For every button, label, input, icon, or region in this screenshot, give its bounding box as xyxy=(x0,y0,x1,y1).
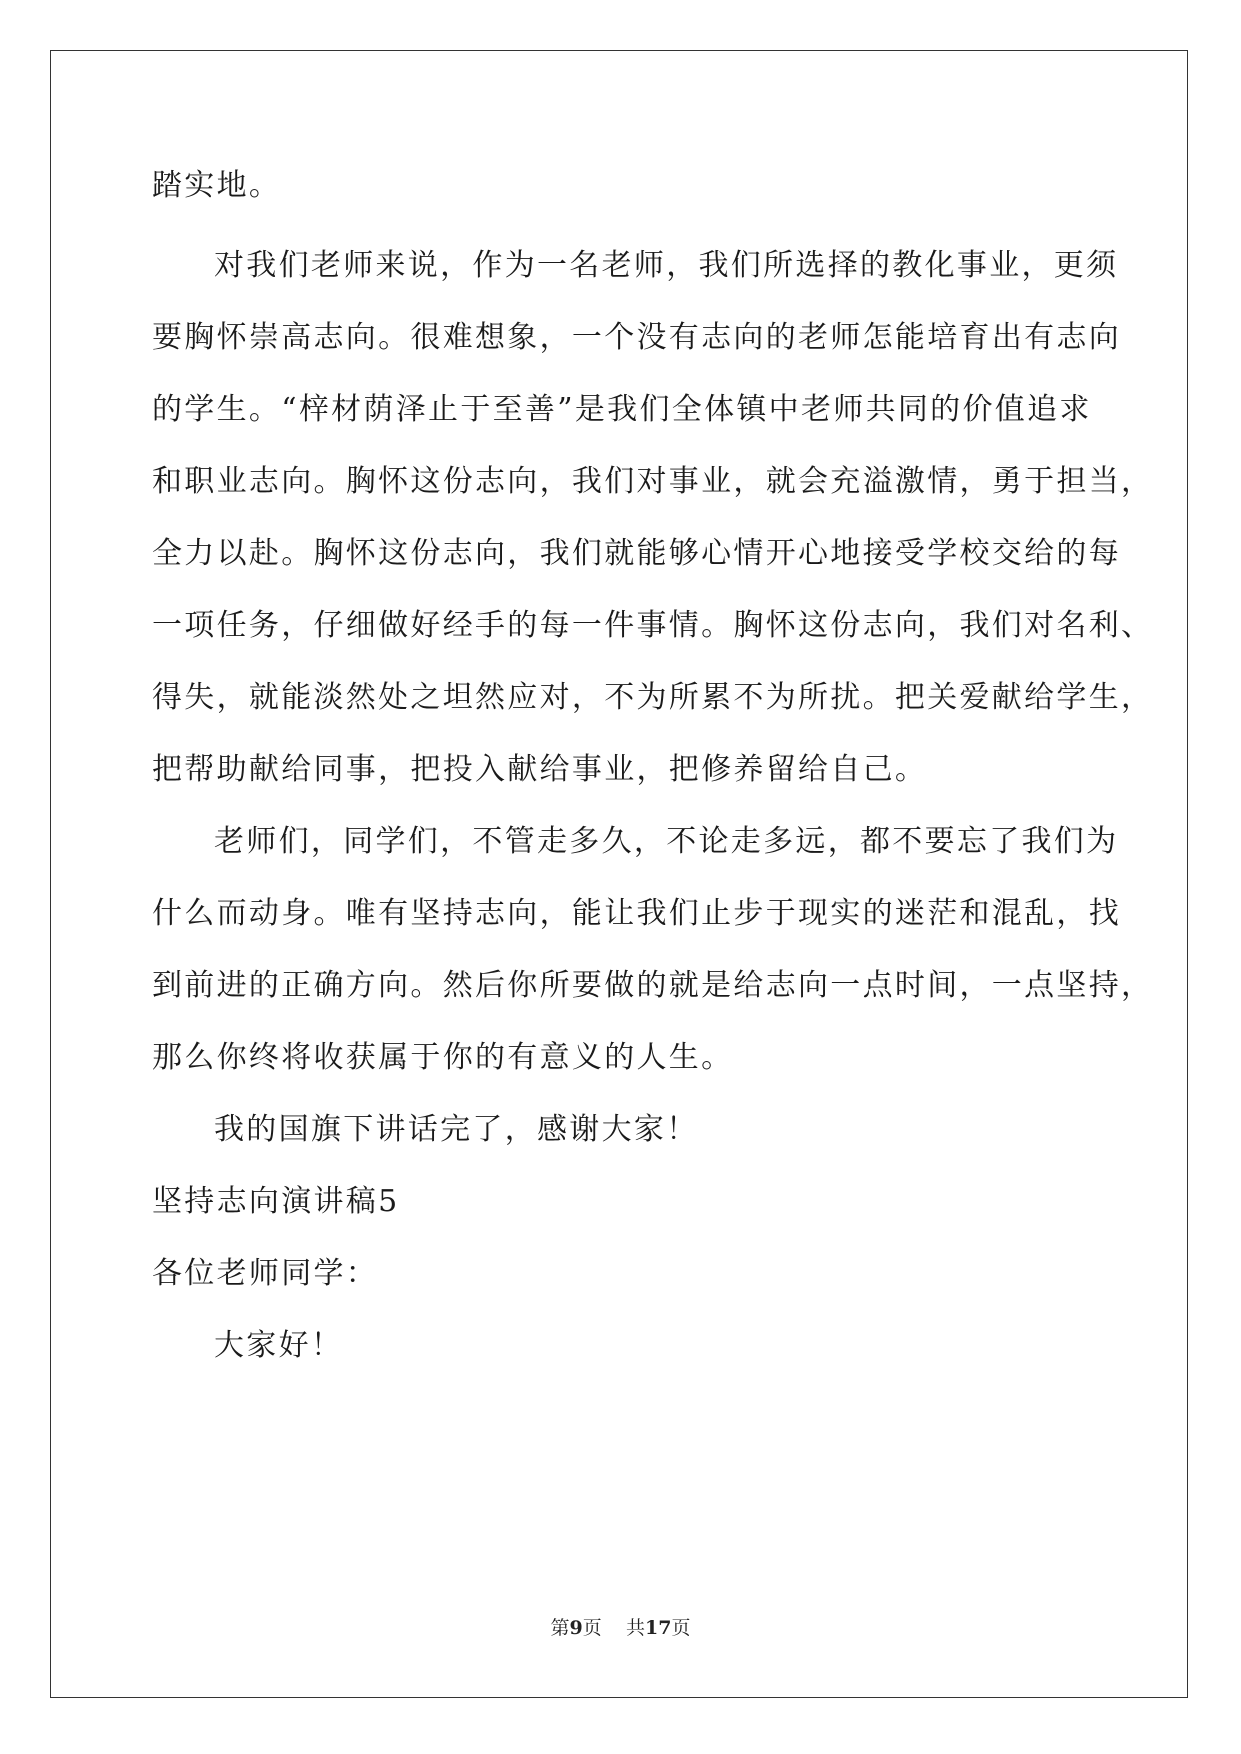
paragraph-start-line: 我的国旗下讲话完了，感谢大家！ xyxy=(214,1112,699,1147)
text-line: 和职业志向。胸怀这份志向，我们对事业，就会充溢激情，勇于担当， xyxy=(152,464,1154,499)
total-pages: 17 xyxy=(644,1617,672,1639)
page-number: 9 xyxy=(569,1617,583,1639)
text-line: 的学生。“梓材荫泽止于至善”是我们全体镇中老师共同的价值追求 xyxy=(152,392,1092,427)
text-line: 什么而动身。唯有坚持志向，能让我们止步于现实的迷茫和混乱，找 xyxy=(152,896,1121,931)
text-line: 到前进的正确方向。然后你所要做的就是给志向一点时间，一点坚持， xyxy=(152,968,1154,1003)
section-heading: 坚持志向演讲稿5 xyxy=(152,1184,400,1219)
text-line: 得失，就能淡然处之坦然应对，不为所累不为所扰。把关爱献给学生， xyxy=(152,680,1154,715)
page-border xyxy=(50,50,1188,1698)
text-line: 那么你终将收获属于你的有意义的人生。 xyxy=(152,1040,734,1075)
text-line: 全力以赴。胸怀这份志向，我们就能够心情开心地接受学校交给的每 xyxy=(152,536,1121,571)
text-line: 要胸怀崇高志向。很难想象，一个没有志向的老师怎能培育出有志向 xyxy=(152,320,1121,355)
text-line: 踏实地。 xyxy=(152,168,282,203)
footer-prefix: 第 xyxy=(550,1617,570,1639)
paragraph-start-line: 老师们，同学们，不管走多久，不论走多远，都不要忘了我们为 xyxy=(214,824,1119,859)
page-footer xyxy=(0,1616,1241,1640)
text-line: 一项任务，仔细做好经手的每一件事情。胸怀这份志向，我们对名利、 xyxy=(152,608,1154,643)
footer-total-suffix: 页 xyxy=(671,1617,691,1639)
footer-total-prefix: 共 xyxy=(625,1617,645,1639)
paragraph-start-line: 对我们老师来说，作为一名老师，我们所选择的教化事业，更须 xyxy=(214,248,1119,283)
greeting: 大家好！ xyxy=(214,1328,344,1363)
text-line: 把帮助献给同事，把投入献给事业，把修养留给自己。 xyxy=(152,752,928,787)
footer-page-suffix: 页 xyxy=(582,1617,602,1639)
salutation: 各位老师同学： xyxy=(152,1256,379,1291)
